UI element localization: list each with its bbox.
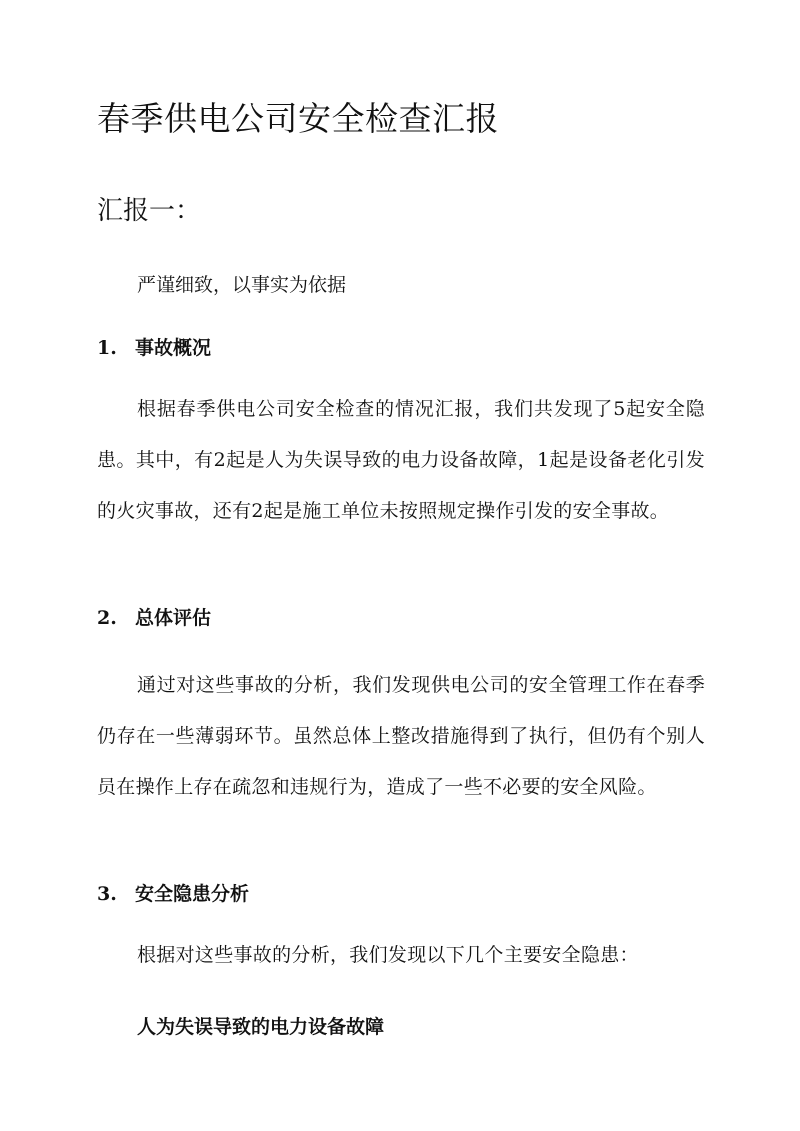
section-heading-1	[97, 333, 211, 363]
section-number: 1.	[97, 337, 117, 359]
document-title: 春季供电公司安全检查汇报	[97, 99, 499, 138]
report-subtitle: 汇报一：	[97, 196, 202, 226]
section-heading-2	[97, 603, 211, 633]
section-paragraph-2: 通过对这些事故的分析，我们发现供电公司的安全管理工作在春季仍存在一些薄弱环节。虽然总体上整改措施得到了执行，但仍有个别人员在操作上存在疏忽和违规行为，造成了一些不必要的安全风险。	[97, 674, 705, 798]
section-number: 2.	[97, 607, 117, 629]
section-heading-3	[97, 879, 249, 909]
section-number: 3.	[97, 883, 117, 905]
hazard-item-heading: 人为失误导致的电力设备故障	[137, 1016, 385, 1038]
section-paragraph-1: 根据春季供电公司安全检查的情况汇报，我们共发现了5起安全隐患。其中，有2起是人为失误导致的电力设备故障，1起是设备老化引发的火灾事故，还有2起是施工单位未按照规定操作引发的安全事故。	[97, 398, 705, 522]
section-paragraph-3: 根据对这些事故的分析，我们发现以下几个主要安全隐患：	[137, 944, 639, 966]
section-heading-text: 事故概况	[135, 337, 212, 359]
section-heading-text: 安全隐患分析	[135, 883, 250, 905]
report-tagline: 严谨细致，以事实为依据	[137, 274, 347, 296]
section-heading-text: 总体评估	[135, 607, 212, 629]
